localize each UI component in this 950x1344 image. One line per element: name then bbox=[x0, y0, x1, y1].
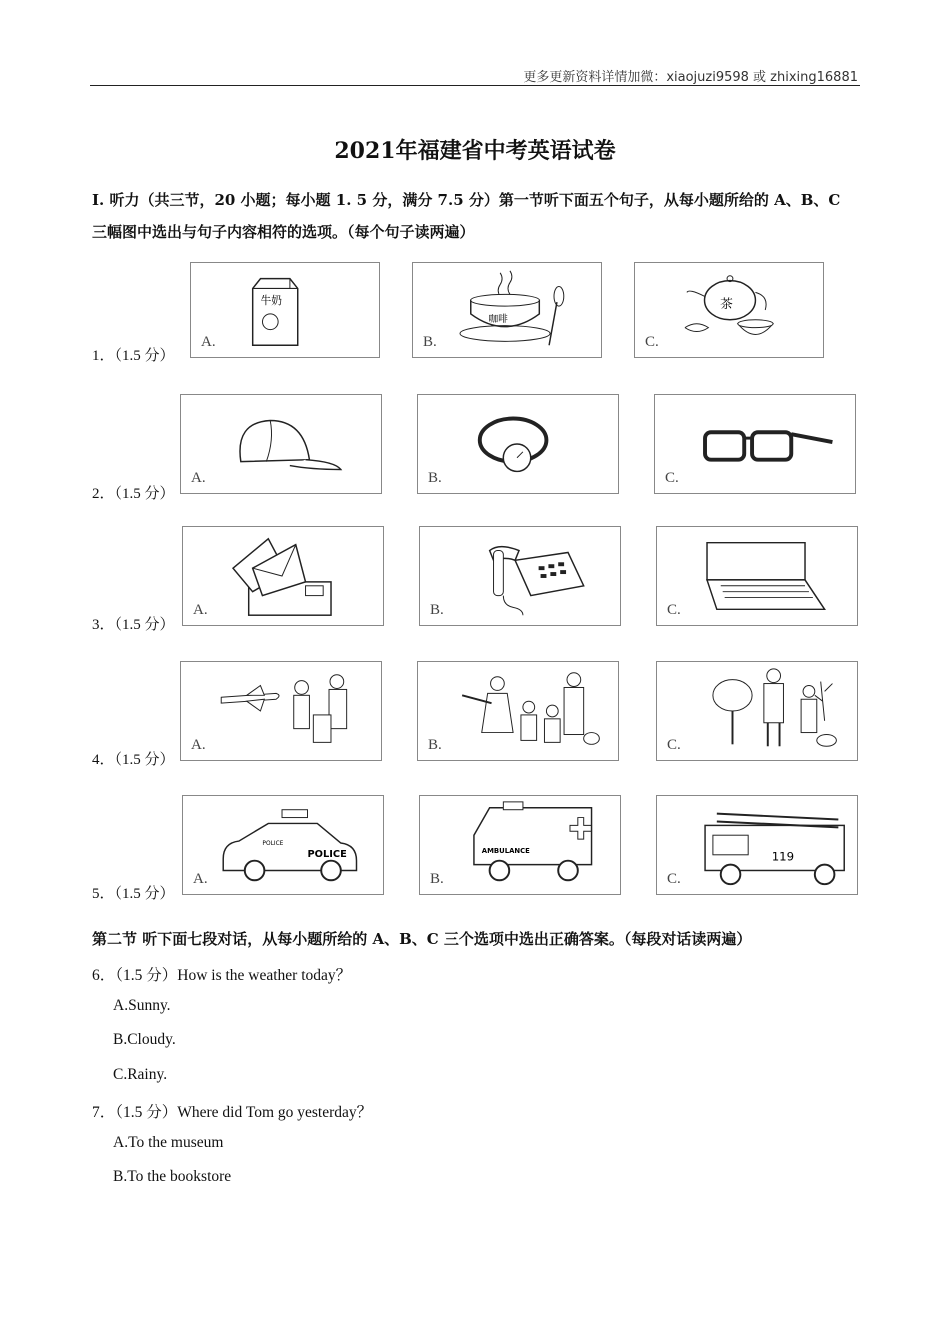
q3-option-c-laptop-picture[interactable] bbox=[656, 526, 858, 626]
question-1-label: 1．（1.5 分） bbox=[92, 348, 175, 364]
milk-carton-icon bbox=[191, 263, 379, 357]
q5-option-b-ambulance-picture[interactable] bbox=[419, 795, 621, 895]
coffee-cup-icon bbox=[413, 263, 601, 357]
q5-option-c-fire-engine-picture[interactable] bbox=[656, 795, 858, 895]
section1-intro: Ⅰ. 听力（共三节，20 小题；每小题 1. 5 分，满分 7.5 分）第一节听下面五个句子，从每小题所给的 A、B、C 三幅图中选出与句子内容相符的选项。（每个句子读两遍） bbox=[92, 191, 841, 241]
question-6-text: 6．（1.5 分）How is the weather today？ bbox=[92, 967, 352, 984]
glasses-icon bbox=[655, 395, 855, 493]
q4-option-a-travel-picture[interactable] bbox=[180, 661, 382, 761]
police-car-icon bbox=[183, 796, 383, 894]
envelope-icon bbox=[183, 527, 383, 625]
question-4-label: 4．（1.5 分） bbox=[92, 752, 175, 768]
q2-option-b-watch-picture[interactable] bbox=[417, 394, 619, 494]
tea-text: 茶 bbox=[720, 296, 733, 312]
q5-option-a-police-car-picture[interactable] bbox=[182, 795, 384, 895]
page-title: 2021年福建省中考英语试卷 bbox=[334, 138, 616, 164]
q4-option-b-letter: B. bbox=[428, 737, 442, 753]
q1-option-c-tea-picture[interactable] bbox=[634, 262, 824, 358]
q3-option-b-telephone-picture[interactable] bbox=[419, 526, 621, 626]
q1-option-c-letter: C. bbox=[645, 334, 659, 350]
header-note: 更多更新资料详情加微：xiaojuzi9598 或 zhixing16881 bbox=[523, 70, 858, 85]
question-3-label: 3．（1.5 分） bbox=[92, 617, 175, 633]
question-2-label: 2．（1.5 分） bbox=[92, 486, 175, 502]
q1-option-a-milk-picture[interactable] bbox=[190, 262, 380, 358]
q3-option-b-letter: B. bbox=[430, 602, 444, 618]
q4-option-a-letter: A. bbox=[191, 737, 206, 753]
q2-option-a-cap-picture[interactable] bbox=[180, 394, 382, 494]
cap-icon bbox=[181, 395, 381, 493]
q5-option-a-letter: A. bbox=[193, 871, 208, 887]
q1-option-b-letter: B. bbox=[423, 334, 437, 350]
fire-engine-number: 119 bbox=[771, 849, 795, 864]
tree-planting-icon bbox=[657, 662, 857, 760]
question-5-label: 5．（1.5 分） bbox=[92, 886, 175, 902]
q1-option-b-coffee-picture[interactable] bbox=[412, 262, 602, 358]
q3-option-a-letters-picture[interactable] bbox=[182, 526, 384, 626]
coffee-text: 咖啡 bbox=[488, 313, 508, 325]
q2-option-c-letter: C. bbox=[665, 470, 679, 486]
ambulance-text: AMBULANCE bbox=[481, 846, 530, 855]
q3-option-a-letter: A. bbox=[193, 602, 208, 618]
header-rule bbox=[90, 85, 860, 86]
q3-option-c-letter: C. bbox=[667, 602, 681, 618]
question-6-choice-b[interactable]: B.Cloudy. bbox=[113, 1031, 176, 1048]
question-6-choice-c[interactable]: C.Rainy. bbox=[113, 1066, 168, 1083]
q1-option-a-letter: A. bbox=[201, 334, 216, 350]
police-side-text: POLICE bbox=[307, 848, 347, 860]
laptop-icon bbox=[657, 527, 857, 625]
telephone-icon bbox=[420, 527, 620, 625]
q2-option-a-letter: A. bbox=[191, 470, 206, 486]
question-6-choice-a[interactable]: A.Sunny. bbox=[113, 997, 171, 1014]
airplane-travelers-icon bbox=[181, 662, 381, 760]
question-7-choice-b[interactable]: B.To the bookstore bbox=[113, 1168, 232, 1185]
watch-icon bbox=[418, 395, 618, 493]
q4-option-c-letter: C. bbox=[667, 737, 681, 753]
police-door-text: POLICE bbox=[262, 841, 284, 847]
q2-option-c-glasses-picture[interactable] bbox=[654, 394, 856, 494]
fire-engine-icon bbox=[657, 796, 857, 894]
milk-text: 牛奶 bbox=[260, 294, 283, 308]
q5-option-c-letter: C. bbox=[667, 871, 681, 887]
q2-option-b-letter: B. bbox=[428, 470, 442, 486]
q4-option-c-planting-picture[interactable] bbox=[656, 661, 858, 761]
question-7-choice-a[interactable]: A.To the museum bbox=[113, 1134, 224, 1151]
q4-option-b-cleaning-picture[interactable] bbox=[417, 661, 619, 761]
q5-option-b-letter: B. bbox=[430, 871, 444, 887]
question-7-text: 7．（1.5 分）Where did Tom go yesterday？ bbox=[92, 1104, 373, 1121]
family-cleaning-icon bbox=[418, 662, 618, 760]
teapot-icon bbox=[635, 263, 823, 357]
section2-intro: 第二节 听下面七段对话，从每小题所给的 A、B、C 三个选项中选出正确答案。（每段对话读两遍） bbox=[92, 930, 752, 948]
ambulance-icon bbox=[420, 796, 620, 894]
